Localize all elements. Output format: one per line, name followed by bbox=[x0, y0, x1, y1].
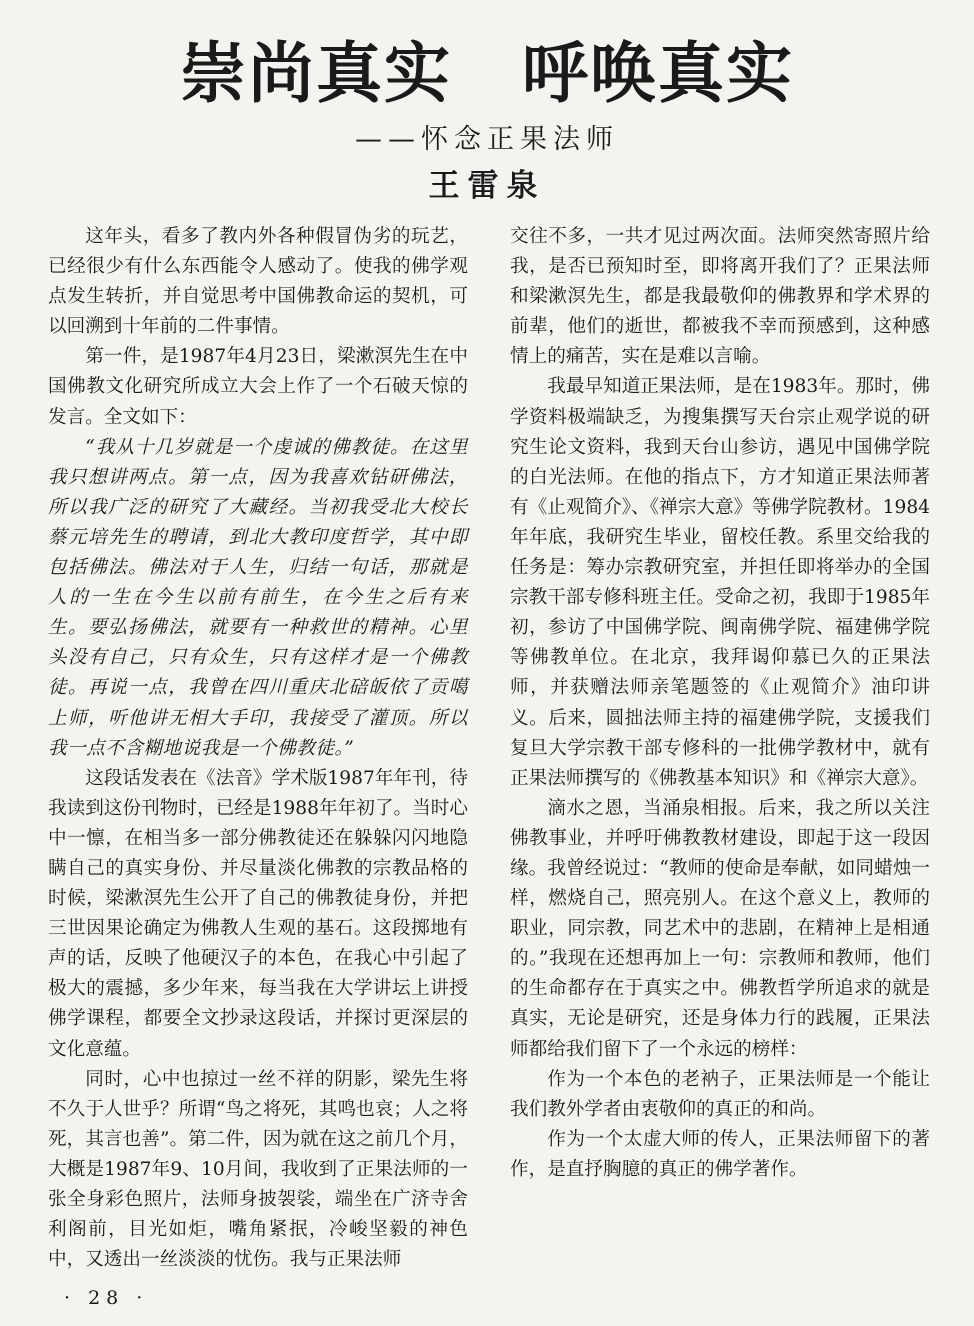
paragraph: 作为一个本色的老衲子，正果法师是一个能让我们教外学者由衷敬仰的真正的和尚。 bbox=[510, 1068, 930, 1120]
page-number: · 28 · bbox=[64, 1287, 149, 1309]
paragraph: 滴水之恩，当涌泉相报。后来，我之所以关注佛教事业，并呼吁佛教教材建设，即起于这一段因缘。我曾经说过：“教师的使命是奉献，如同蜡烛一样，燃烧自己，照亮别人。在这个意义上，教师的职业，同宗教，同艺术中的悲剧，在精神上是相通的。”我现在还想再加上一句：宗教师和教师，他们的生命都存在于真实之中。佛教哲学所追求的就是真实，无论是研究，还是身体力行的践履，正果法师都给我们留下了一个永远的榜样： bbox=[510, 797, 930, 1060]
left-column bbox=[48, 222, 468, 1275]
paragraph: 这年头，看多了教内外各种假冒伪劣的玩艺，已经很少有什么东西能令人感动了。使我的佛学观点发生转折，并自觉思考中国佛教命运的契机，可以回溯到十年前的二件事情。 bbox=[48, 226, 468, 338]
paragraph: 第一件，是1987年4月23日，梁漱溟先生在中国佛教文化研究所成立大会上作了一个石破天惊的发言。全文如下： bbox=[48, 346, 468, 428]
paragraph: 这段话发表在《法音》学术版1987年年刊，待我读到这份刊物时，已经是1988年年初了。当时心中一懔，在相当多一部分佛教徒还在躲躲闪闪地隐瞒自己的真实身份、并尽量淡化佛教的宗教品格的时候，梁漱溟先生公开了自己的佛教徒身份，并把三世因果论确定为佛教人生观的基石。这段掷地有声的话，反映了他硬汉子的本色，在我心中引起了极大的震撼，多少年来，每当我在大学讲坛上讲授佛学课程，都要全文抄录这段话，并探讨更深层的文化意蕴。 bbox=[48, 767, 468, 1060]
paragraph: 作为一个太虚大师的传人，正果法师留下的著作，是直抒胸臆的真正的佛学著作。 bbox=[510, 1128, 930, 1180]
author-name: 王雷泉 bbox=[428, 168, 546, 204]
article-title bbox=[0, 34, 974, 114]
paragraph: 同时，心中也掠过一丝不祥的阴影，梁先生将不久于人世乎？所谓“鸟之将死，其鸣也哀；人之将死，其言也善”。第二件，因为就在这之前几个月，大概是1987年9、10月间，我收到了正果法师的一张全身彩色照片，法师身披袈裟，端坐在广济寺舍利阁前，目光如炬，嘴角紧抿，冷峻坚毅的神色中，又透出一丝淡淡的忧伤。我与正果法师 bbox=[48, 1068, 468, 1271]
quote-paragraph: “我从十几岁就是一个虔诚的佛教徒。在这里我只想讲两点。第一点，因为我喜欢钻研佛法，所以我广泛的研究了大藏经。当初我受北大校长蔡元培先生的聘请，到北大教印度哲学，其中即包括佛法。佛法对于人生，归结一句话，那就是人的一生在今生以前有前生，在今生之后有来生。要弘扬佛法，就要有一种救世的精神。心里头没有自己，只有众生，只有这样才是一个佛教徒。再说一点，我曾在四川重庆北碚皈依了贡噶上师，听他讲无相大手印，我接受了灌顶。所以我一点不含糊地说我是一个佛教徒。” bbox=[48, 436, 468, 759]
title-part-1: 崇尚真实 bbox=[180, 35, 452, 112]
title-part-2: 呼唤真实 bbox=[522, 35, 794, 112]
article-subtitle: ——怀念正果法师 bbox=[355, 124, 619, 155]
paragraph: 交往不多，一共才见过两次面。法师突然寄照片给我，是否已预知时至，即将离开我们了？正果法师和梁漱溟先生，都是我最敬仰的佛教界和学术界的前辈，他们的逝世，都被我不幸而预感到，这种感情上的痛苦，实在是难以言喻。 bbox=[510, 226, 930, 368]
right-column bbox=[510, 222, 930, 1185]
paragraph: 我最早知道正果法师，是在1983年。那时，佛学资料极端缺乏，为搜集撰写天台宗止观学说的研究生论文资料，我到天台山参访，遇见中国佛学院的白光法师。在他的指点下，方才知道正果法师著有《止观简介》、《禅宗大意》等佛学院教材。1984年年底，我研究生毕业，留校任教。系里交给我的任务是：筹办宗教研究室，并担任即将举办的全国宗教干部专修科班主任。受命之初，我即于1985年初，参访了中国佛学院、闽南佛学院、福建佛学院等佛教单位。在北京，我拜谒仰慕已久的正果法师，并获赠法师亲笔题签的《止观简介》油印讲义。后来，圆拙法师主持的福建佛学院，支援我们复旦大学宗教干部专修科的一批佛学教材中，就有正果法师撰写的《佛教基本知识》和《禅宗大意》。 bbox=[510, 376, 930, 789]
